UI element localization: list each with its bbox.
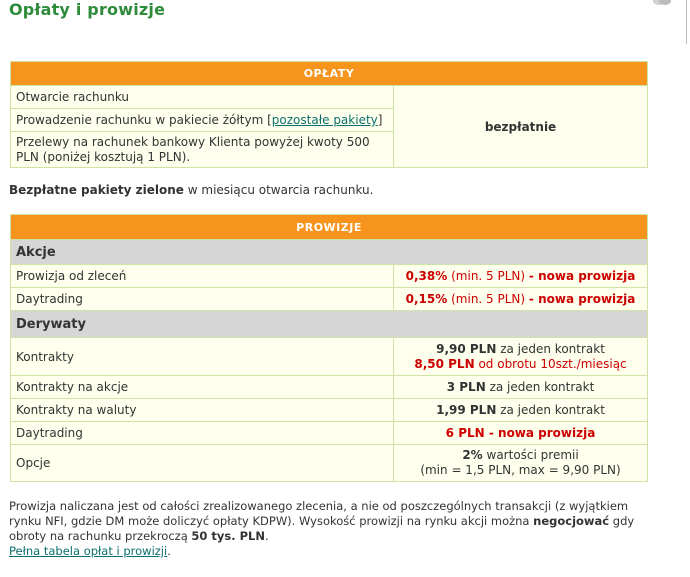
table-row bbox=[11, 265, 648, 288]
fees-table bbox=[10, 61, 648, 168]
fee-row-label: Przelewy na rachunek bankowy Klienta powyżej kwoty 500 PLN (poniżej kosztują 1 PLN). bbox=[11, 132, 394, 168]
commissions-table bbox=[10, 214, 648, 482]
row-label: Kontrakty na akcje bbox=[11, 376, 394, 399]
footer-text: Prowizja naliczana jest od całości zrealizowanego zlecenia, a nie od poszczególnych transakcji (z wyjątkiem rynku NFI, gdzie DM może doliczyć opłaty KDPW). Wysokość prowizji na rynku akcji można bbox=[9, 499, 629, 528]
tag: - nowa prowizja bbox=[528, 269, 636, 283]
amount-text: za jeden kontrakt bbox=[500, 341, 605, 356]
fee-row-label: Otwarcie rachunku bbox=[11, 86, 394, 109]
footer-text: . bbox=[265, 529, 269, 543]
table-row bbox=[11, 445, 648, 482]
pct: 2% bbox=[462, 448, 483, 462]
note-bold: Bezpłatne pakiety zielone bbox=[9, 183, 184, 197]
pct: 0,15% bbox=[405, 292, 448, 306]
row-value bbox=[394, 445, 648, 482]
table-row bbox=[11, 338, 648, 376]
table-row bbox=[11, 422, 648, 445]
amount-text: za jeden kontrakt bbox=[489, 380, 595, 394]
fees-header: OPŁATY bbox=[11, 62, 648, 86]
row-value bbox=[394, 399, 648, 422]
row-value bbox=[394, 338, 648, 376]
amount-text: za jeden kontrakt bbox=[500, 403, 605, 417]
footer-text: . bbox=[167, 544, 171, 558]
fees-value bbox=[394, 86, 648, 168]
row-value bbox=[394, 288, 648, 311]
note-text: w miesiącu otwarcia rachunku. bbox=[187, 183, 374, 197]
min: (min. 5 PLN) bbox=[451, 269, 526, 283]
row-label: Kontrakty bbox=[11, 338, 394, 376]
amount: 9,90 PLN bbox=[436, 341, 497, 356]
window-edge bbox=[686, 0, 687, 44]
row-value bbox=[394, 265, 648, 288]
section-derivatives: Derywaty bbox=[11, 311, 648, 338]
footer-note bbox=[9, 499, 649, 559]
section-stocks: Akcje bbox=[11, 240, 648, 265]
row-value bbox=[394, 422, 648, 445]
row-label: Daytrading bbox=[11, 288, 394, 311]
amount-text: od obrotu 10szt./miesiąc bbox=[478, 356, 627, 371]
tag: - nowa prowizja bbox=[528, 292, 636, 306]
range: (min = 1,5 PLN, max = 9,90 PLN) bbox=[420, 463, 621, 477]
full-fees-table-link[interactable]: Pełna tabela opłat i prowizji bbox=[9, 544, 168, 558]
min: (min. 5 PLN) bbox=[451, 292, 526, 306]
footer-text: gdy obroty na rachunku przekroczą bbox=[9, 514, 635, 543]
amount: 3 PLN bbox=[446, 380, 486, 394]
footer-bold: negocjować bbox=[533, 514, 610, 528]
footer-bold: 50 tys. PLN bbox=[191, 529, 266, 543]
row-label: Prowizja od zleceń bbox=[11, 265, 394, 288]
row-label: Daytrading bbox=[11, 422, 394, 445]
commissions-header: PROWIZJE bbox=[11, 215, 648, 240]
cloud-icon bbox=[652, 0, 672, 6]
row-label: Opcje bbox=[11, 445, 394, 482]
amount-text: wartości premii bbox=[486, 448, 579, 462]
table-row bbox=[11, 376, 648, 399]
page-title: Opłaty i prowizje bbox=[9, 0, 166, 19]
green-packages-note bbox=[9, 183, 373, 197]
row-label: Kontrakty na waluty bbox=[11, 399, 394, 422]
amount: 6 PLN - nowa prowizja bbox=[445, 426, 596, 440]
table-row bbox=[11, 288, 648, 311]
amount: 1,99 PLN bbox=[436, 403, 497, 417]
other-packages-link[interactable]: pozostałe pakiety bbox=[271, 113, 378, 127]
fee-row-label-text: Prowadzenie rachunku w pakiecie żółtym bbox=[16, 113, 264, 127]
row-value bbox=[394, 376, 648, 399]
fees-value-text: bezpłatnie bbox=[484, 119, 557, 134]
fee-row-label: Prowadzenie rachunku w pakiecie żółtym [pozostałe pakiety] bbox=[11, 109, 394, 132]
amount: 8,50 PLN bbox=[414, 356, 475, 371]
pct: 0,38% bbox=[405, 269, 448, 283]
table-row bbox=[11, 399, 648, 422]
